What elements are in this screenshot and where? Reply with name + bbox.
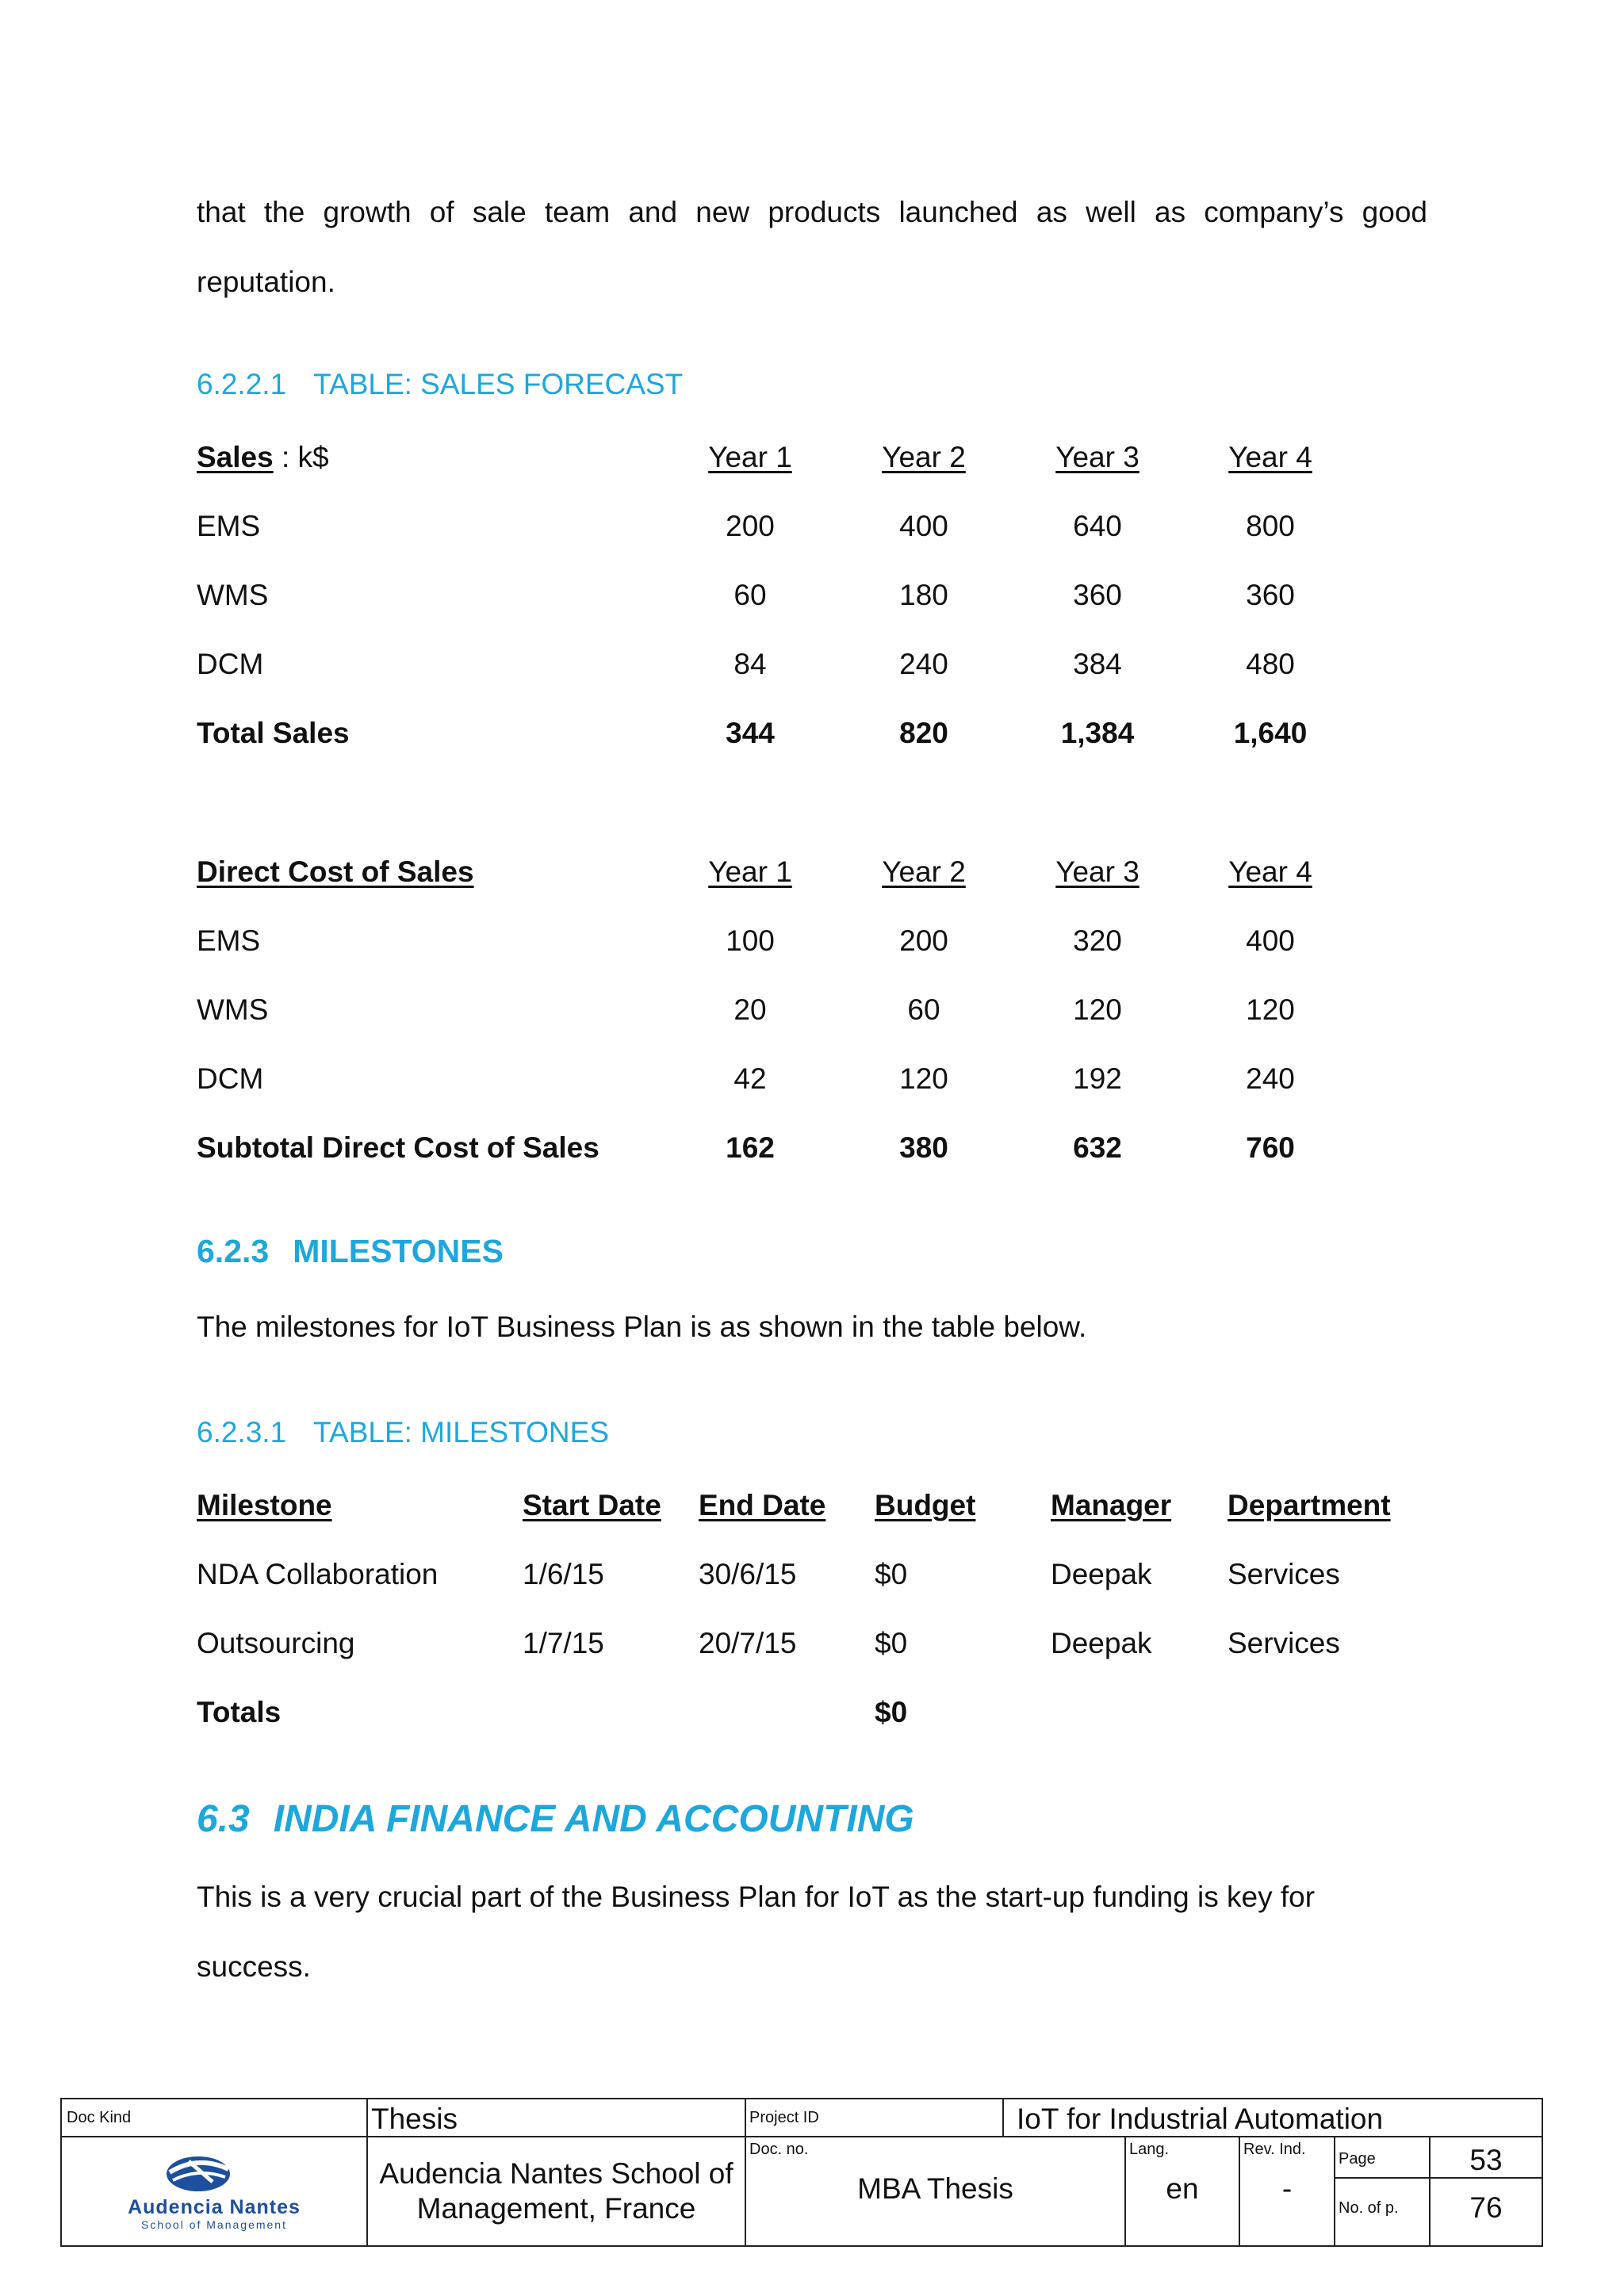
cell: 60 bbox=[907, 993, 940, 1026]
cell: 42 bbox=[733, 1062, 767, 1095]
cell: 30/6/15 bbox=[699, 1558, 797, 1590]
page-label: Page bbox=[1339, 2150, 1376, 2168]
section-number: 6.3 bbox=[197, 1798, 250, 1840]
finance-line-1: This is a very crucial part of the Business Plan for IoT as the start-up funding is key for bbox=[197, 1881, 1316, 1913]
finance-section-heading bbox=[197, 1797, 914, 1841]
heading-text: TABLE: SALES FORECAST bbox=[313, 368, 684, 400]
table-row bbox=[0, 1627, 1624, 1663]
table-row bbox=[0, 579, 1624, 615]
section-title: INDIA FINANCE AND ACCOUNTING bbox=[273, 1798, 914, 1840]
table-row bbox=[0, 924, 1624, 961]
cell: 240 bbox=[1246, 1062, 1295, 1095]
intro-line-2: reputation. bbox=[197, 266, 335, 298]
cell: Deepak bbox=[1051, 1558, 1152, 1590]
doc-no-label: Doc. no. bbox=[749, 2141, 809, 2158]
col-milestone: Milestone bbox=[197, 1489, 332, 1521]
cell: 344 bbox=[726, 717, 775, 749]
cell: 120 bbox=[1246, 993, 1295, 1026]
milestones-paragraph: The milestones for IoT Business Plan is as shown in the table below. bbox=[197, 1311, 1087, 1343]
logo-subtitle: School of Management bbox=[141, 2218, 287, 2231]
sales-header-row bbox=[0, 441, 1624, 477]
direct-cost-header-label: Direct Cost of Sales bbox=[197, 855, 474, 888]
heading-text: TABLE: MILESTONES bbox=[313, 1416, 610, 1448]
total-row bbox=[0, 717, 1624, 753]
cell: 380 bbox=[899, 1131, 948, 1164]
table-row bbox=[0, 510, 1624, 546]
cost-year-1: Year 1 bbox=[708, 855, 792, 888]
table-row bbox=[0, 993, 1624, 1030]
cost-year-2: Year 2 bbox=[882, 855, 966, 888]
col-end-date: End Date bbox=[699, 1489, 826, 1521]
sales-year-4: Year 4 bbox=[1228, 441, 1312, 473]
cell: 192 bbox=[1073, 1062, 1122, 1095]
intro-line-1: that the growth of sale team and new products launched as well as company’s good bbox=[197, 196, 1427, 228]
direct-cost-header-row bbox=[0, 855, 1624, 892]
cell: 632 bbox=[1073, 1131, 1122, 1164]
table-row bbox=[0, 1062, 1624, 1099]
doc-kind-value: Thesis bbox=[371, 2103, 458, 2135]
cell: 320 bbox=[1073, 924, 1122, 957]
cell: 100 bbox=[726, 924, 775, 957]
cell: 360 bbox=[1073, 579, 1122, 611]
cell: $0 bbox=[875, 1627, 908, 1659]
sales-header-label: Sales bbox=[197, 441, 274, 473]
school-line-1: Audencia Nantes School of bbox=[379, 2157, 733, 2190]
cell: 800 bbox=[1246, 510, 1295, 542]
pages-label: No. of p. bbox=[1339, 2199, 1399, 2217]
cost-year-3: Year 3 bbox=[1055, 855, 1139, 888]
total-row bbox=[0, 1131, 1624, 1168]
finance-line-2: success. bbox=[197, 1950, 311, 1983]
cell: 640 bbox=[1073, 510, 1122, 542]
project-id-label: Project ID bbox=[749, 2109, 819, 2126]
cell: 120 bbox=[1073, 993, 1122, 1026]
sales-header-unit: : k$ bbox=[273, 441, 329, 473]
table-row bbox=[0, 648, 1624, 684]
cell: 1,384 bbox=[1060, 717, 1135, 749]
cell: 20 bbox=[733, 993, 767, 1026]
cell: 400 bbox=[899, 510, 948, 542]
row-label: DCM bbox=[197, 1062, 264, 1095]
row-label: WMS bbox=[197, 993, 269, 1026]
cell: Deepak bbox=[1051, 1627, 1152, 1659]
sales-year-1: Year 1 bbox=[708, 441, 792, 473]
lang-value: en bbox=[1166, 2172, 1199, 2205]
cell: 180 bbox=[899, 579, 948, 611]
cell: 480 bbox=[1246, 648, 1295, 680]
milestones-table-heading bbox=[197, 1416, 609, 1449]
logo-name: Audencia Nantes bbox=[128, 2196, 301, 2218]
row-label: WMS bbox=[197, 579, 269, 611]
rev-value: - bbox=[1281, 2172, 1293, 2205]
milestones-section-heading bbox=[197, 1233, 504, 1270]
cell: 760 bbox=[1246, 1131, 1295, 1164]
row-label: EMS bbox=[197, 510, 261, 542]
cell: 200 bbox=[899, 924, 948, 957]
cell: 1/6/15 bbox=[523, 1558, 604, 1590]
total-label: Subtotal Direct Cost of Sales bbox=[197, 1131, 599, 1164]
table-row bbox=[0, 1558, 1624, 1594]
cell: NDA Collaboration bbox=[197, 1558, 439, 1590]
total-label: Total Sales bbox=[197, 717, 350, 749]
cell: 1/7/15 bbox=[523, 1627, 604, 1659]
cell: 162 bbox=[726, 1131, 775, 1164]
cell: 1,640 bbox=[1233, 717, 1308, 749]
doc-kind-label: Doc Kind bbox=[67, 2109, 132, 2126]
pages-value: 76 bbox=[1469, 2191, 1503, 2224]
cell: Services bbox=[1228, 1627, 1340, 1659]
cell: 200 bbox=[726, 510, 775, 542]
school-name bbox=[368, 2156, 745, 2227]
sales-forecast-heading bbox=[197, 368, 683, 401]
cost-year-4: Year 4 bbox=[1228, 855, 1312, 888]
cell: Services bbox=[1228, 1558, 1340, 1590]
cell: 60 bbox=[733, 579, 767, 611]
school-line-2: Management, France bbox=[416, 2192, 696, 2225]
cell: $0 bbox=[875, 1558, 908, 1590]
cell: 360 bbox=[1246, 579, 1295, 611]
col-department: Department bbox=[1228, 1489, 1391, 1521]
footer-title-block bbox=[60, 2098, 1543, 2247]
sales-year-3: Year 3 bbox=[1055, 441, 1139, 473]
col-start-date: Start Date bbox=[523, 1489, 661, 1521]
totals-budget: $0 bbox=[875, 1696, 908, 1728]
cell: 20/7/15 bbox=[699, 1627, 797, 1659]
cell: 84 bbox=[733, 648, 767, 680]
doc-no-value: MBA Thesis bbox=[857, 2172, 1013, 2205]
section-number: 6.2.3 bbox=[197, 1233, 270, 1269]
totals-label: Totals bbox=[197, 1696, 282, 1728]
page-value: 53 bbox=[1469, 2144, 1503, 2176]
heading-number: 6.2.3.1 bbox=[197, 1416, 287, 1448]
cell: Outsourcing bbox=[197, 1627, 355, 1659]
row-label: DCM bbox=[197, 648, 264, 680]
col-budget: Budget bbox=[875, 1489, 976, 1521]
cell: 240 bbox=[899, 648, 948, 680]
project-id-value: IoT for Industrial Automation bbox=[1017, 2103, 1384, 2135]
sales-year-2: Year 2 bbox=[882, 441, 966, 473]
col-manager: Manager bbox=[1051, 1489, 1172, 1521]
section-title: MILESTONES bbox=[293, 1233, 504, 1269]
totals-row bbox=[0, 1696, 1624, 1732]
cell: 120 bbox=[899, 1062, 948, 1095]
cell: 820 bbox=[899, 717, 948, 749]
heading-number: 6.2.2.1 bbox=[197, 368, 287, 400]
milestones-header-row bbox=[0, 1489, 1624, 1525]
row-label: EMS bbox=[197, 924, 261, 957]
cell: 400 bbox=[1246, 924, 1295, 957]
cell: 384 bbox=[1073, 648, 1122, 680]
audencia-logo bbox=[62, 2137, 366, 2247]
lang-label: Lang. bbox=[1129, 2141, 1170, 2158]
rev-label: Rev. Ind. bbox=[1243, 2141, 1306, 2158]
